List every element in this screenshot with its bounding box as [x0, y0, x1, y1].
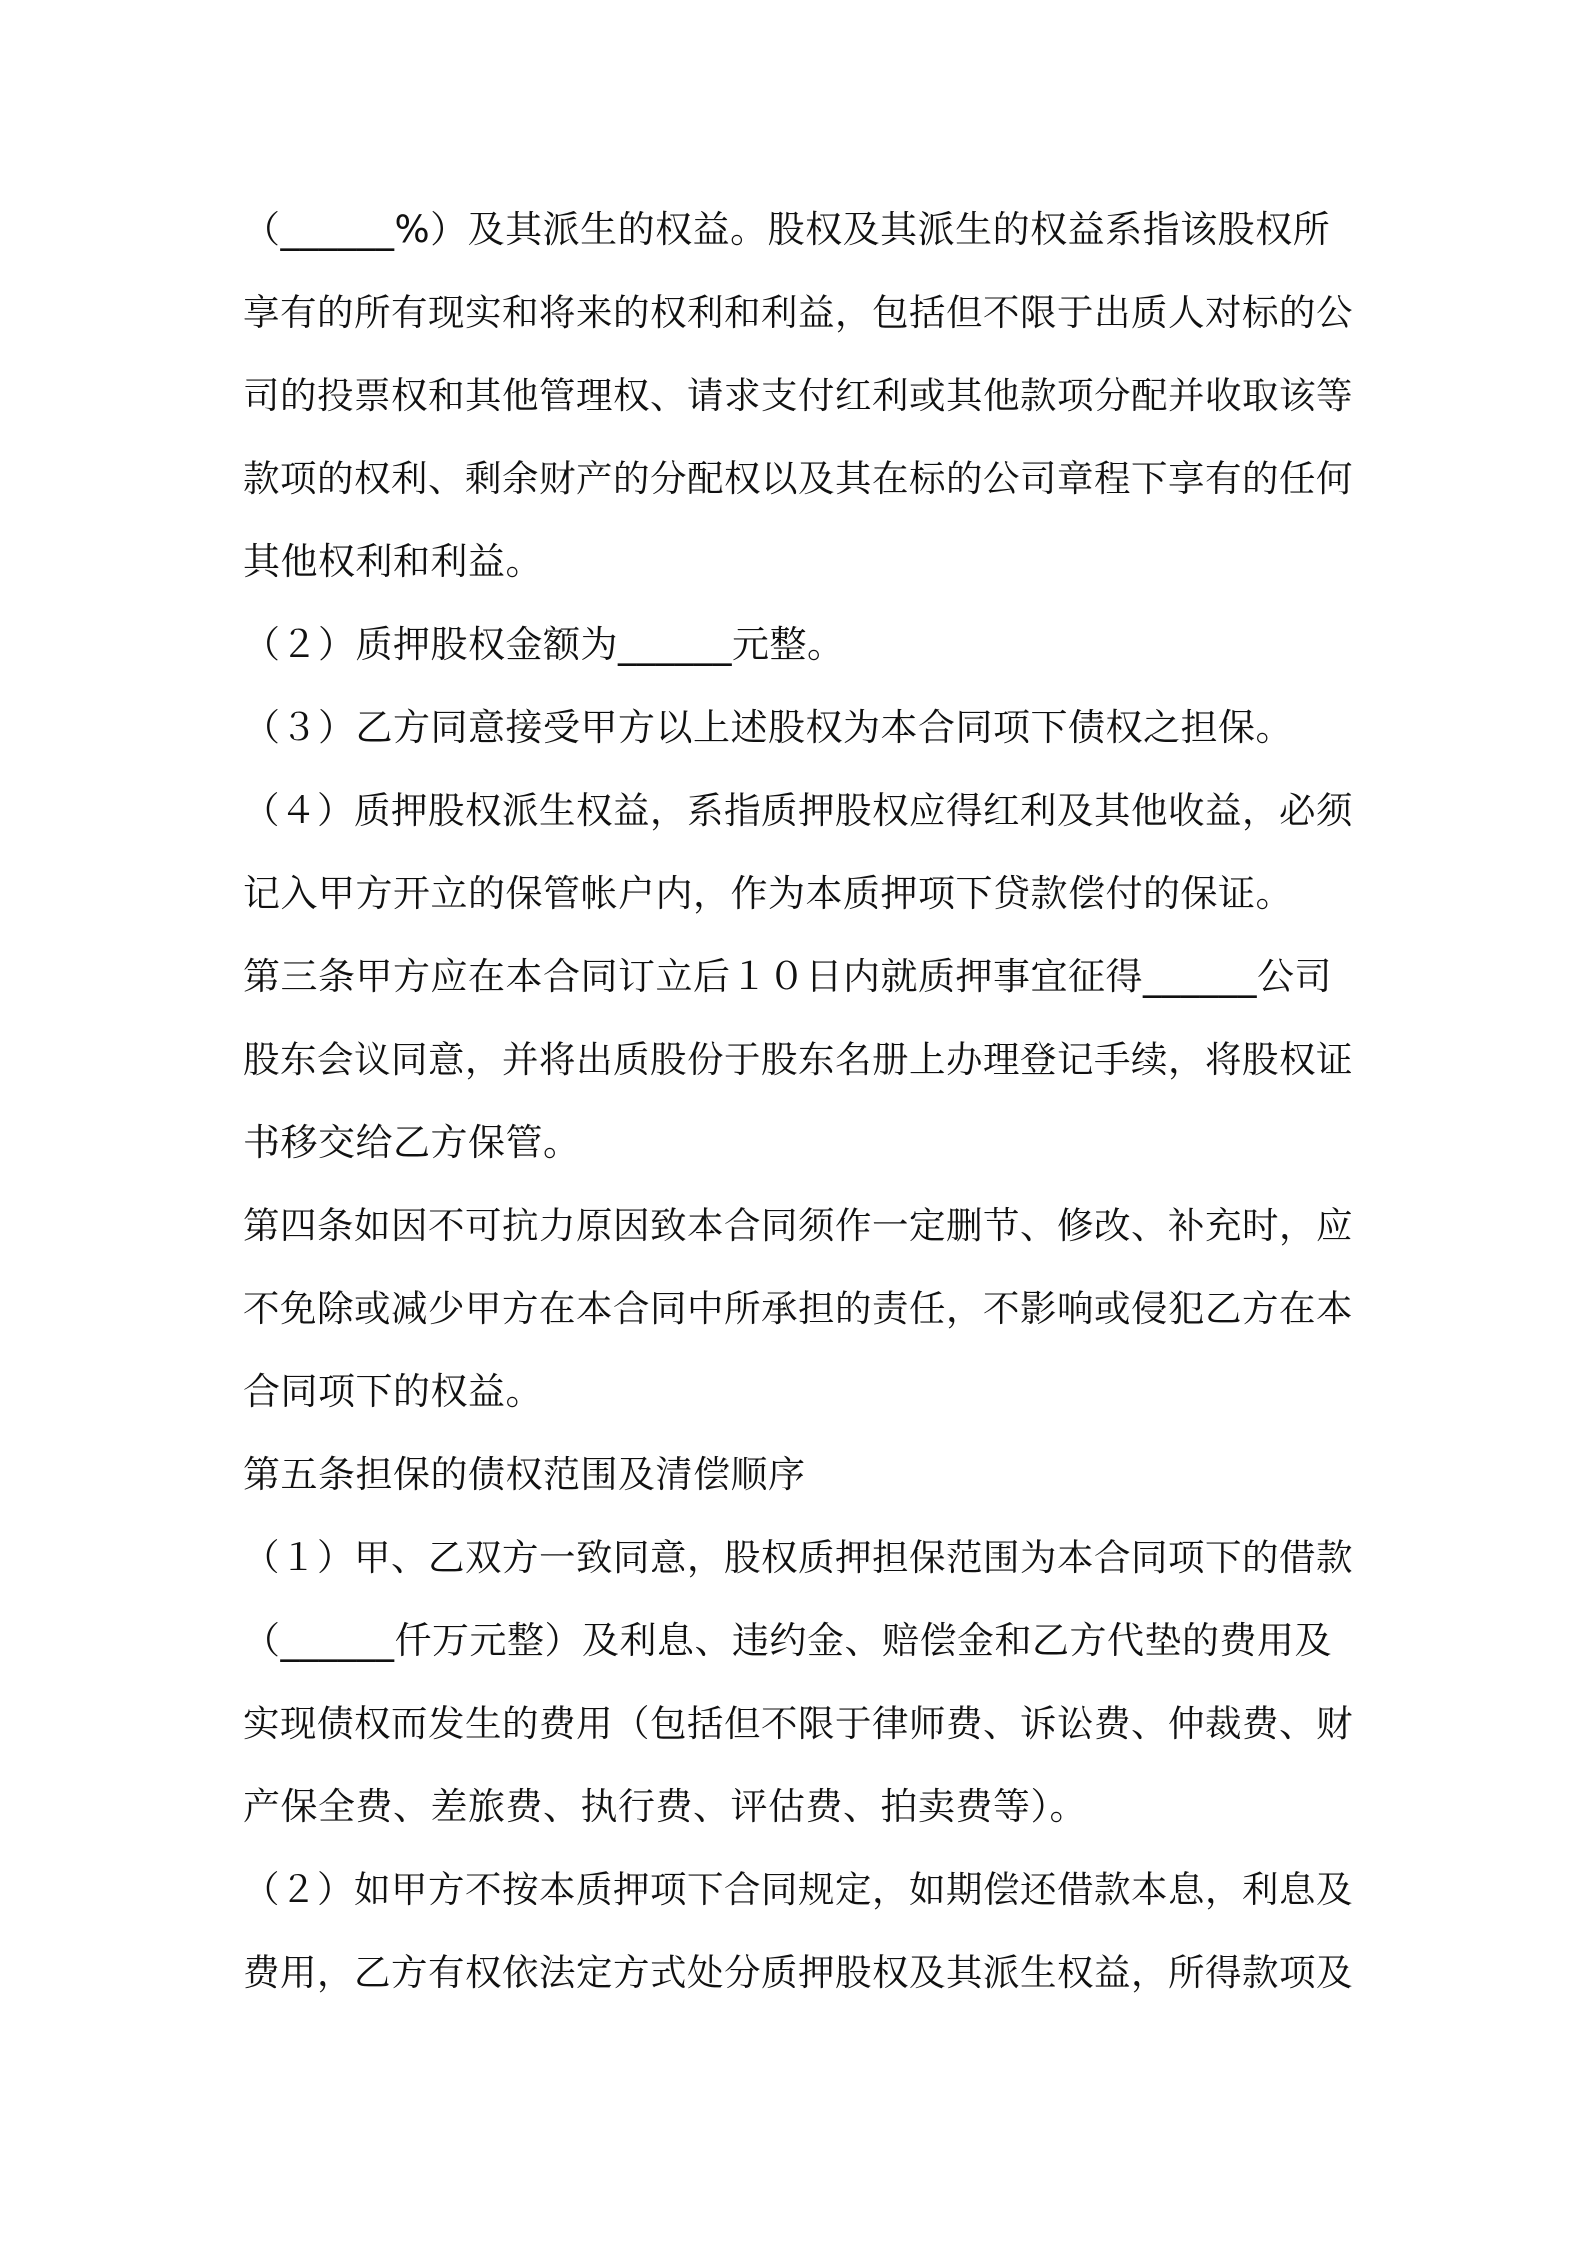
- text-line: 其他权利和利益。: [243, 540, 543, 583]
- article-3-heading: 第三条甲方应在本合同订立后１０日内就质押事宜征得______公司: [243, 955, 1332, 998]
- text-line: 不免除或减少甲方在本合同中所承担的责任，不影响或侵犯乙方在本: [243, 1287, 1353, 1330]
- clause-2-pledge-amount: （２）质押股权金额为______元整。: [243, 623, 845, 666]
- text-line: 产保全费、差旅费、执行费、评估费、拍卖费等）。: [243, 1785, 1087, 1828]
- text-line: 实现债权而发生的费用（包括但不限于律师费、诉讼费、仲裁费、财: [243, 1702, 1353, 1745]
- article-5-clause-1: （１）甲、乙双方一致同意，股权质押担保范围为本合同项下的借款: [243, 1536, 1353, 1579]
- text-line: 记入甲方开立的保管帐户内，作为本质押项下贷款偿付的保证。: [243, 872, 1293, 915]
- article-5-heading: 第五条担保的债权范围及清偿顺序: [243, 1453, 806, 1496]
- text-line: 费用，乙方有权依法定方式处分质押股权及其派生权益，所得款项及: [243, 1951, 1353, 1994]
- text-line: 款项的权利、剩余财产的分配权以及其在标的公司章程下享有的任何: [243, 457, 1353, 500]
- text-line: 股东会议同意，并将出质股份于股东名册上办理登记手续，将股权证: [243, 1038, 1353, 1081]
- contract-text-body: [243, 200, 1363, 2026]
- text-line: 合同项下的权益。: [243, 1370, 543, 1413]
- text-line: 书移交给乙方保管。: [243, 1121, 581, 1164]
- article-4-heading: 第四条如因不可抗力原因致本合同须作一定删节、修改、补充时，应: [243, 1204, 1353, 1247]
- text-line: 司的投票权和其他管理权、请求支付红利或其他款项分配并收取该等: [243, 374, 1353, 417]
- clause-4-derived-rights: （４）质押股权派生权益，系指质押股权应得红利及其他收益，必须: [243, 789, 1353, 832]
- article-5-clause-2: （２）如甲方不按本质押项下合同规定，如期偿还借款本息，利息及: [243, 1868, 1353, 1911]
- text-line: 享有的所有现实和将来的权利和利益，包括但不限于出质人对标的公: [243, 291, 1353, 334]
- text-line: （______仟万元整）及利息、违约金、赔偿金和乙方代垫的费用及: [243, 1619, 1332, 1662]
- clause-3-acceptance: （３）乙方同意接受甲方以上述股权为本合同项下债权之担保。: [243, 706, 1293, 749]
- text-line: （______%）及其派生的权益。股权及其派生的权益系指该股权所: [243, 208, 1331, 251]
